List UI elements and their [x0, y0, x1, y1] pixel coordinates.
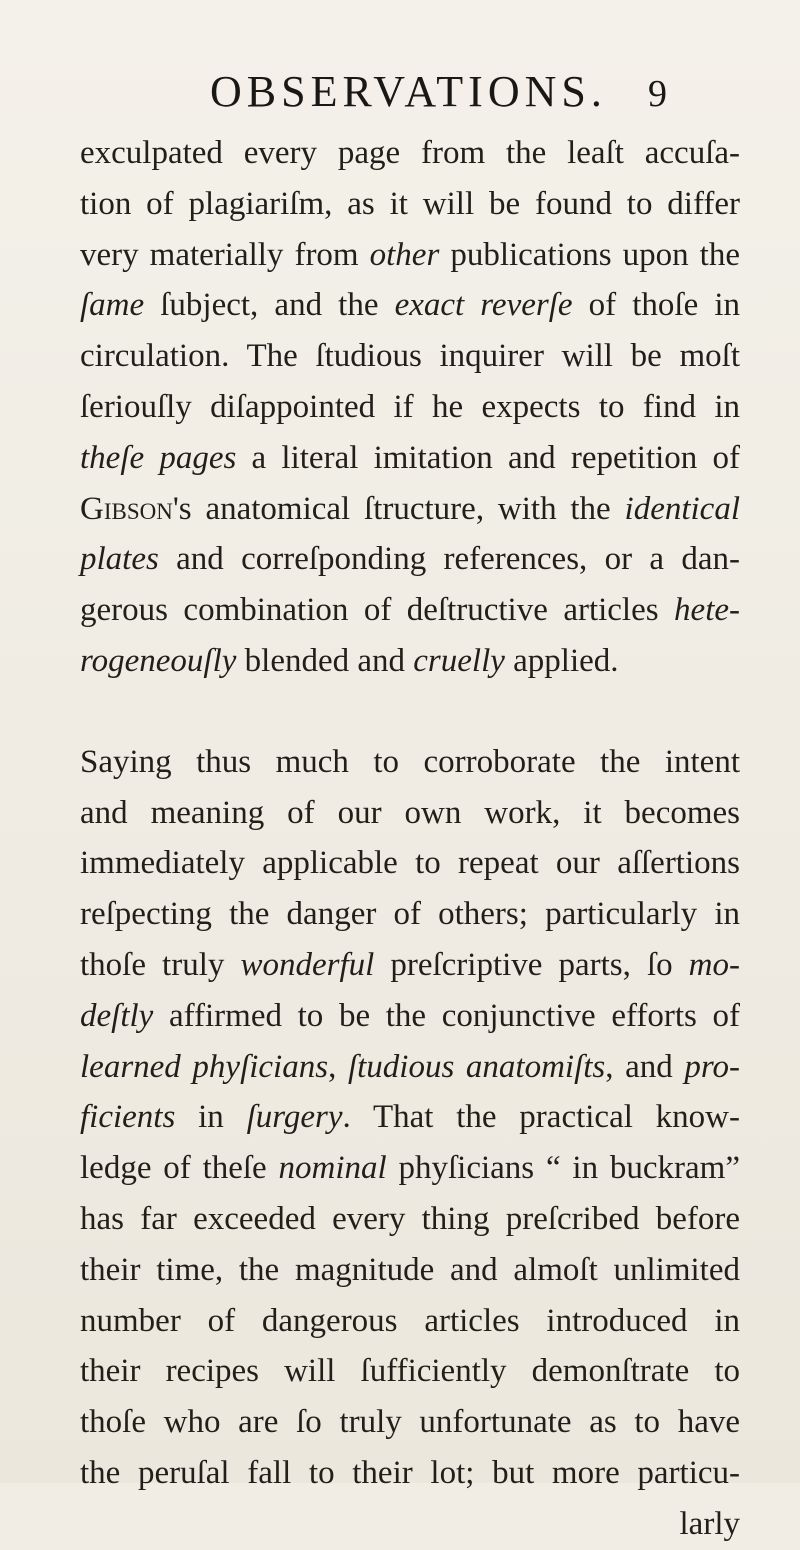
text-run: Gibson — [80, 490, 173, 527]
italic-run: pro- — [684, 1048, 740, 1085]
text-line — [80, 280, 740, 331]
text-line — [80, 1143, 740, 1194]
text-run: gerous combination of deſtructive articles — [80, 592, 675, 629]
italic-run: plates — [80, 541, 159, 578]
text-run: phyſicians “ in buckram” — [386, 1150, 740, 1187]
text-line — [80, 382, 740, 433]
text-line — [80, 433, 740, 484]
text-run: publications upon the — [439, 236, 740, 273]
text-line — [80, 636, 740, 687]
text-line — [80, 940, 740, 991]
text-run: ſubject, and the — [144, 287, 395, 324]
text-run: ledge of theſe — [80, 1150, 279, 1187]
catchword: larly — [679, 1505, 740, 1542]
text-line — [80, 585, 740, 636]
italic-run: ſurgery — [246, 1099, 343, 1136]
italic-run: exact reverſe — [394, 287, 573, 324]
text-run: circulation. The ſtudious inquirer will be moſt — [80, 338, 740, 375]
text-run: affirmed to be the conjunctive efforts of — [153, 997, 740, 1034]
text-run: applied. — [504, 642, 619, 679]
text-line — [80, 889, 740, 940]
italic-run: ficients — [80, 1099, 176, 1136]
text-run: blended and — [236, 642, 414, 679]
text-run: tion of plagiariſm, as it will be found to differ — [80, 185, 740, 222]
text-line — [80, 737, 740, 788]
text-line — [80, 179, 740, 230]
text-line — [80, 1042, 740, 1093]
text-line — [80, 484, 740, 535]
italic-run: wonderful — [240, 946, 375, 983]
text-run: reſpecting the danger of others; particularly in — [80, 896, 740, 933]
text-run: their time, the magnitude and almoſt unlimited — [80, 1251, 740, 1288]
paragraph — [80, 128, 740, 687]
text-run: exculpated every page from the leaſt accuſa- — [80, 135, 740, 171]
italic-run: ſtudious anatomiſts — [347, 1048, 606, 1085]
text-run: in — [175, 1099, 247, 1136]
text-run: . That the practical know- — [342, 1099, 740, 1136]
text-line — [80, 991, 740, 1042]
italic-run: ſame — [80, 287, 145, 324]
text-run: thoſe who are ſo truly unfortunate as to have — [80, 1404, 740, 1441]
text-run: thoſe truly — [80, 946, 241, 983]
text-line — [80, 1448, 740, 1499]
text-run: , — [328, 1048, 348, 1085]
page-number: 9 — [648, 73, 667, 115]
text-run: of thoſe in — [572, 287, 740, 324]
text-run: ſeriouſly diſappointed if he expects to find in — [80, 388, 740, 425]
paragraph — [80, 737, 740, 1499]
text-line — [80, 1296, 740, 1347]
italic-run: cruelly — [413, 642, 505, 679]
text-line — [80, 534, 740, 585]
italic-run: theſe pages — [80, 439, 237, 476]
body-text — [80, 128, 740, 1550]
text-run: very materially from — [80, 236, 370, 273]
italic-run: mo- — [688, 946, 740, 983]
text-run: and meaning of our own work, it becomes — [80, 794, 740, 831]
text-line — [80, 838, 740, 889]
page-header — [0, 62, 800, 122]
text-line — [80, 1397, 740, 1448]
text-line — [80, 788, 740, 839]
text-line — [80, 1346, 740, 1397]
italic-run: nominal — [278, 1150, 387, 1187]
text-run: and correſponding references, or a dan- — [158, 541, 740, 578]
text-run: their recipes will ſufficiently demonſtrate to — [80, 1353, 740, 1390]
text-line — [80, 331, 740, 382]
text-line — [80, 1245, 740, 1296]
text-run: 's anatomical ſtructure, with the — [172, 490, 625, 527]
text-line — [80, 1194, 740, 1245]
text-run: the peruſal fall to their lot; but more particu- — [80, 1454, 740, 1491]
text-line — [80, 128, 740, 179]
text-run: immediately applicable to repeat our aſſertions — [80, 845, 740, 882]
italic-run: learned phyſicians — [80, 1048, 329, 1085]
italic-run: identical — [624, 490, 740, 527]
italic-run: rogeneouſly — [80, 642, 237, 679]
text-run: Saying thus much to corroborate the intent — [80, 743, 740, 780]
text-run: , and — [605, 1048, 685, 1085]
text-run: preſcriptive parts, ſo — [374, 946, 689, 983]
text-run: has far exceeded every thing preſcribed before — [80, 1200, 740, 1237]
running-title: OBSERVATIONS. — [210, 67, 607, 116]
italic-run: hete- — [674, 592, 740, 629]
text-run: a literal imitation and repetition of — [236, 439, 740, 476]
text-run: number of dangerous articles introduced in — [80, 1302, 740, 1339]
italic-run: deſtly — [80, 997, 154, 1034]
text-line — [80, 1092, 740, 1143]
paragraph-gap — [80, 687, 740, 737]
text-line — [80, 230, 740, 281]
italic-run: other — [369, 236, 440, 273]
